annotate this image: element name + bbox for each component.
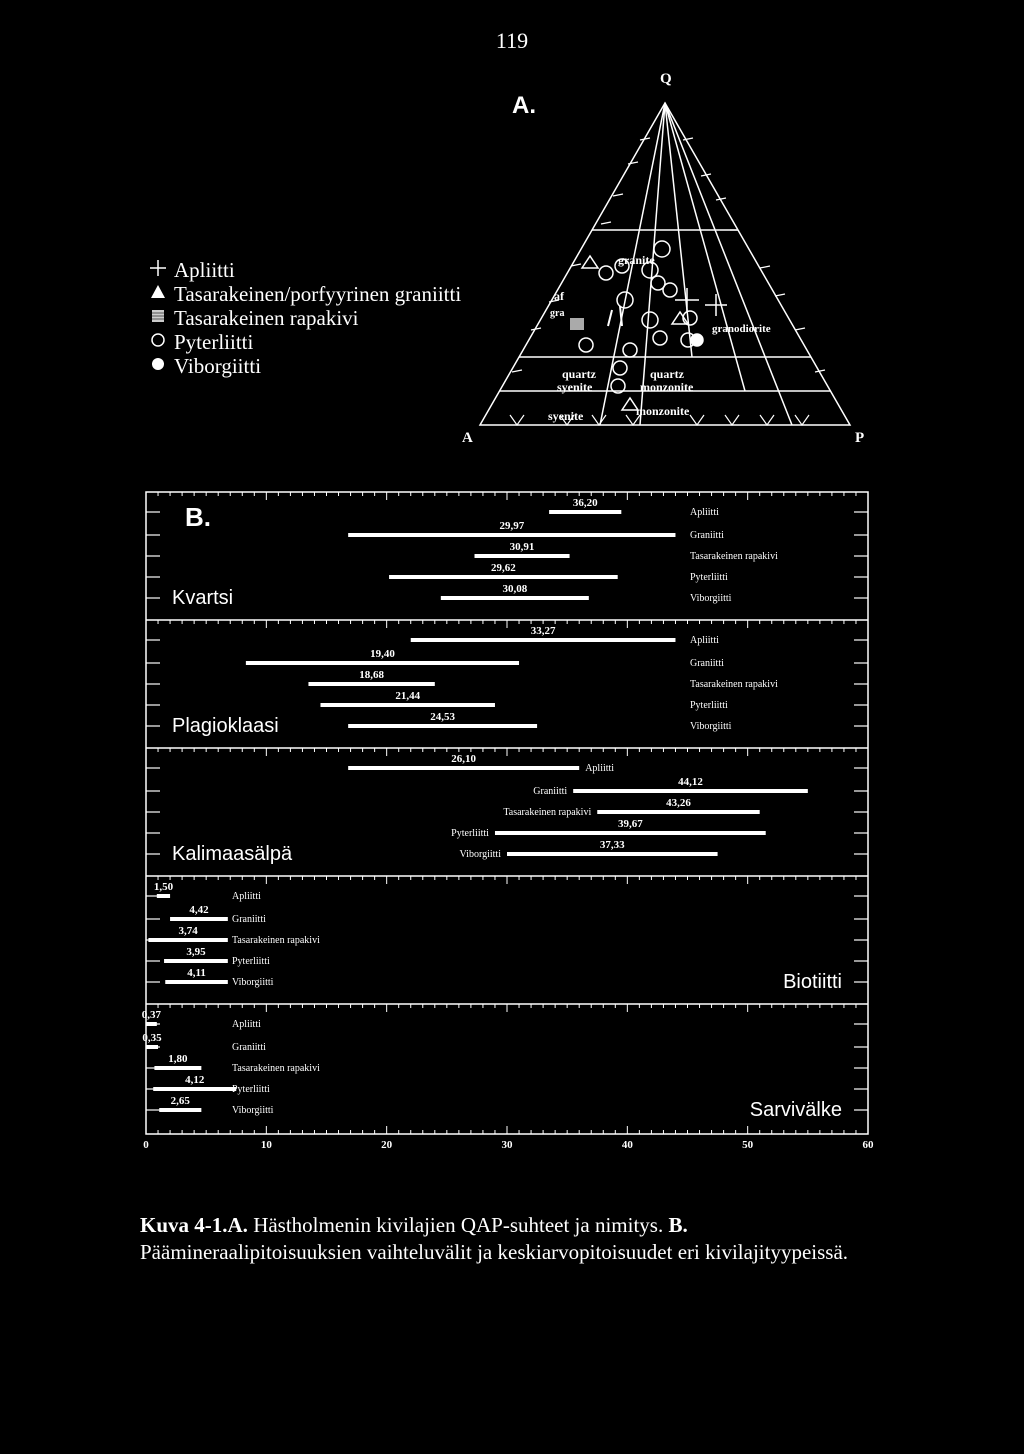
- rock-label: Viborgiitti: [459, 849, 501, 860]
- field-label-quartz-syenite-2: syenite: [557, 380, 593, 394]
- legend-label: Pyterliitti: [174, 330, 254, 354]
- rock-label: Pyterliitti: [232, 956, 270, 967]
- page-number: 119: [495, 28, 529, 53]
- figure-caption: [140, 1212, 900, 1266]
- rock-label: Apliitti: [585, 763, 615, 774]
- rock-label: Apliitti: [690, 635, 719, 646]
- range-bar: [348, 766, 579, 770]
- rock-label: Tasarakeinen rapakivi: [503, 807, 592, 818]
- range-bar: [157, 894, 170, 898]
- rock-label: Tasarakeinen rapakivi: [690, 551, 778, 562]
- field-label-quartz-monzonite-1: quartz: [650, 367, 684, 381]
- mean-label: 4,11: [187, 967, 206, 979]
- field-label-quartz-monzonite-2: monzonite: [640, 380, 694, 394]
- rock-label: Pyterliitti: [232, 1084, 270, 1095]
- rock-label: Apliitti: [690, 507, 719, 518]
- mean-label: 3,95: [186, 946, 206, 958]
- field-label-af: af: [554, 289, 564, 303]
- range-bar: [475, 554, 570, 558]
- mean-label: 37,33: [599, 839, 625, 851]
- rock-label: Viborgiitti: [232, 1105, 274, 1116]
- range-bar: [441, 596, 589, 600]
- x-tick-label: 0: [143, 1139, 149, 1151]
- caption-b-label: B.: [668, 1213, 688, 1237]
- range-bar: [308, 682, 434, 686]
- rock-label: Tasarakeinen rapakivi: [232, 935, 320, 946]
- mean-label: 18,68: [359, 669, 384, 681]
- rock-label: Apliitti: [232, 1019, 261, 1030]
- mean-label: 44,12: [678, 776, 703, 788]
- rock-label: Viborgiitti: [232, 977, 274, 988]
- field-label-monzonite: monzonite: [636, 404, 690, 418]
- mean-label: 43,26: [666, 797, 691, 809]
- range-bar: [165, 980, 228, 984]
- x-tick-label: 10: [260, 1139, 272, 1151]
- range-bar: [154, 1066, 201, 1070]
- range-bar: [389, 575, 618, 579]
- legend-label: Tasarakeinen rapakivi: [174, 306, 359, 330]
- mean-label: 0,37: [141, 1009, 162, 1021]
- caption-text-a: Hästholmenin kivilajien QAP-suhteet ja nimitys.: [247, 1213, 669, 1237]
- corner-label-a: A: [462, 430, 473, 446]
- legend-label: Tasarakeinen/porfyyrinen graniitti: [174, 282, 462, 306]
- x-tick-label: 60: [862, 1139, 874, 1151]
- mean-label: 29,97: [499, 520, 525, 532]
- range-bar: [159, 1108, 201, 1112]
- rock-label: Tasarakeinen rapakivi: [690, 679, 778, 690]
- rock-label: Graniitti: [232, 1042, 266, 1053]
- mean-label: 24,53: [430, 711, 455, 723]
- range-bar: [148, 938, 227, 942]
- legend-label: Viborgiitti: [174, 354, 262, 378]
- range-bar: [597, 810, 759, 814]
- legend-label: Apliitti: [174, 258, 235, 282]
- range-bar: [573, 789, 808, 793]
- panel-a-label: A.: [512, 92, 536, 119]
- mineral-name: Biotiitti: [783, 971, 842, 993]
- mean-label: 4,42: [189, 904, 209, 916]
- x-tick-label: 50: [742, 1139, 754, 1151]
- caption-prefix: Kuva 4-1.A.: [140, 1213, 248, 1237]
- rock-label: Pyterliitti: [690, 572, 728, 583]
- range-bar: [348, 533, 675, 537]
- mean-label: 2,65: [170, 1095, 190, 1107]
- range-bar: [549, 510, 621, 514]
- field-label-quartz-syenite-1: quartz: [562, 367, 596, 381]
- mineral-name: Kvartsi: [172, 587, 234, 609]
- mean-label: 26,10: [451, 753, 477, 765]
- mean-label: 21,44: [395, 690, 421, 702]
- rock-label: Pyterliitti: [690, 700, 728, 711]
- mineral-name: Kalimaasälpä: [172, 843, 293, 865]
- chart-labels: [142, 497, 874, 1151]
- mean-label: 1,80: [168, 1053, 188, 1065]
- mean-label: 3,74: [178, 925, 198, 937]
- mineral-name: Sarvivälke: [749, 1099, 842, 1121]
- mean-label: 30,08: [502, 583, 528, 595]
- mean-label: 29,62: [491, 562, 516, 574]
- range-bar: [246, 661, 519, 665]
- mineral-name: Plagioklaasi: [172, 715, 279, 737]
- rock-label: Viborgiitti: [690, 593, 732, 604]
- panel-b-label: B.: [185, 502, 211, 532]
- x-tick-label: 20: [381, 1139, 393, 1151]
- field-label-syenite: syenite: [548, 409, 584, 423]
- mean-label: 1,50: [153, 881, 174, 893]
- rock-label: Graniitti: [533, 786, 568, 797]
- mean-label: 39,67: [617, 818, 643, 830]
- x-tick-label: 30: [501, 1139, 513, 1151]
- rock-label: Pyterliitti: [451, 828, 489, 839]
- range-bar: [507, 852, 718, 856]
- range-bar: [153, 1087, 236, 1091]
- field-label-granite: granite: [618, 253, 655, 267]
- mean-label: 19,40: [370, 648, 395, 660]
- corner-label-q: Q: [660, 71, 672, 87]
- rock-label: Graniitti: [232, 914, 266, 925]
- range-bar: [411, 638, 676, 642]
- mean-label: 36,20: [572, 497, 598, 509]
- field-label-gra: gra: [550, 308, 565, 319]
- range-bar: [146, 1045, 158, 1049]
- corner-label-p: P: [855, 430, 865, 446]
- field-label-granodiorite: granodiorite: [712, 323, 771, 335]
- mean-label: 4,12: [185, 1074, 205, 1086]
- mean-label: 33,27: [530, 625, 556, 637]
- x-tick-label: 40: [621, 1139, 633, 1151]
- rock-label: Apliitti: [232, 891, 261, 902]
- range-bar: [146, 1022, 157, 1026]
- rock-label: Viborgiitti: [690, 721, 732, 732]
- range-bar: [170, 917, 228, 921]
- rock-label: Tasarakeinen rapakivi: [232, 1063, 320, 1074]
- mean-label: 30,91: [509, 541, 535, 553]
- range-bar: [320, 703, 494, 707]
- rock-label: Graniitti: [690, 530, 724, 541]
- caption-text-b: Päämineraalipitoisuuksien vaihteluvälit ja keskiarvopitoisuudet eri kivilajityypeissä.: [140, 1240, 849, 1264]
- rock-label: Graniitti: [690, 658, 724, 669]
- range-bar: [164, 959, 228, 963]
- mean-label: 0,35: [142, 1032, 162, 1044]
- range-bar: [348, 724, 537, 728]
- range-bar: [495, 831, 766, 835]
